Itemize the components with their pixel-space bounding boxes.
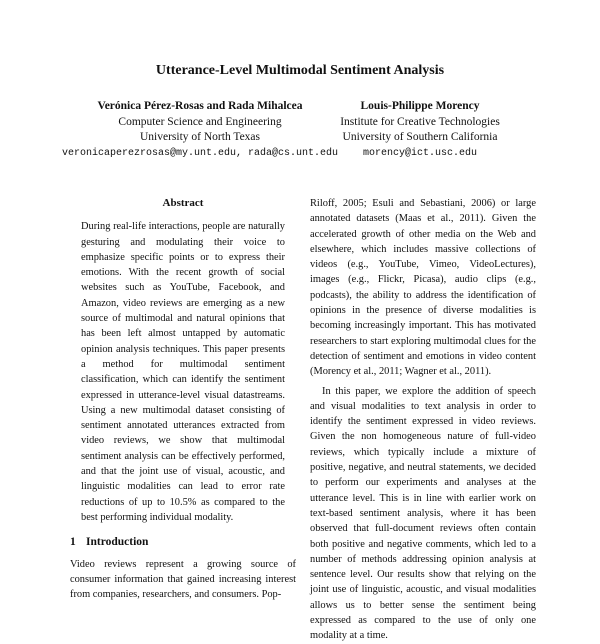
author-affiliation-university: University of North Texas xyxy=(139,131,261,143)
author-names: Verónica Pérez-Rosas and Rada Mihalcea xyxy=(97,100,303,112)
author-block-right xyxy=(300,99,540,161)
author-email: morency@ict.usc.edu xyxy=(362,147,478,159)
section-heading xyxy=(70,535,296,550)
author-affiliation-dept: Institute for Creative Technologies xyxy=(340,115,500,128)
paper-title: Utterance-Level Multimodal Sentiment Analysis xyxy=(155,63,445,78)
author-affiliation-dept: Computer Science and Engineering xyxy=(118,115,282,128)
intro-paragraph-2: In this paper, we explore the addition of speech and visual modalities to text analysis in order to identify the sentiment expressed in video reviews. Given the non homogeneous nature of full-video reviews, which typically include a mixture of positive, negative, and neutral statements, we decided to perform our experiments and analyses at the utterance level. This is in line with earlier work on text-based sentiment analysis, where it has been observed that full-document reviews often contain both positive and negative comments, which led to a number of methods addressing opinion analysis at sentence level. Our results show that relying on the joint use of linguistic, acoustic, and visual modalities allows us to better sense the sentiment being expressed as compared to the use of only one modality at a time. xyxy=(310,385,536,642)
section-number: 1 xyxy=(70,536,76,549)
author-email: veronicaperezrosas@my.unt.edu, rada@cs.unt.edu xyxy=(61,147,339,159)
section-title: Introduction xyxy=(86,536,149,549)
right-column xyxy=(310,196,536,644)
abstract-text: During real-life interactions, people are naturally gesturing and modulating their voice to emphasize specific points or to express their emotions. With the recent growth of social websites such as YouTube, Facebook, and Amazon, video reviews are emerging as a new source of multimodal and natural opinions that has been left almost untapped by automatic opinion analysis techniques. This paper presents a method for multimodal sentiment classification, which can identify the sentiment expressed in utterance-level visual datastreams. Using a new multimodal dataset consisting of sentiment annotated utterances extracted from video reviews, we show that multimodal sentiment analysis can be effectively performed, and that the joint use of visual, acoustic, and linguistic modalities can lead to error rate reductions of up to 10.5% as compared to the best performing individual modality. xyxy=(81,221,285,523)
abstract-heading: Abstract xyxy=(162,197,204,209)
author-names: Louis-Philippe Morency xyxy=(360,100,480,112)
author-affiliation-university: University of Southern California xyxy=(342,131,498,143)
intro-paragraph-left: Video reviews represent a growing source of consumer information that gained increasing interest from companies, researchers, and consumers. Pop- xyxy=(70,558,296,601)
left-column xyxy=(70,196,296,602)
intro-paragraph-continued: Riloff, 2005; Esuli and Sebastiani, 2006) or large annotated datasets (Maas et al., 2011). Given the accelerated growth of other media on the Web and elsewhere, which includes massive collections of videos (e.g., YouTube, Vimeo, VideoLectures), images (e.g., Flickr, Picasa), audio clips (e.g., podcasts), the ability to address the identification of opinions in the presence of diverse modalities is becoming increasingly important. This has motivated researchers to start exploring multimodal clues for the detection of sentiment and emotions in video content (Morency et al., 2011; Wagner et al., 2011). xyxy=(310,198,536,378)
author-block-left xyxy=(60,99,340,161)
